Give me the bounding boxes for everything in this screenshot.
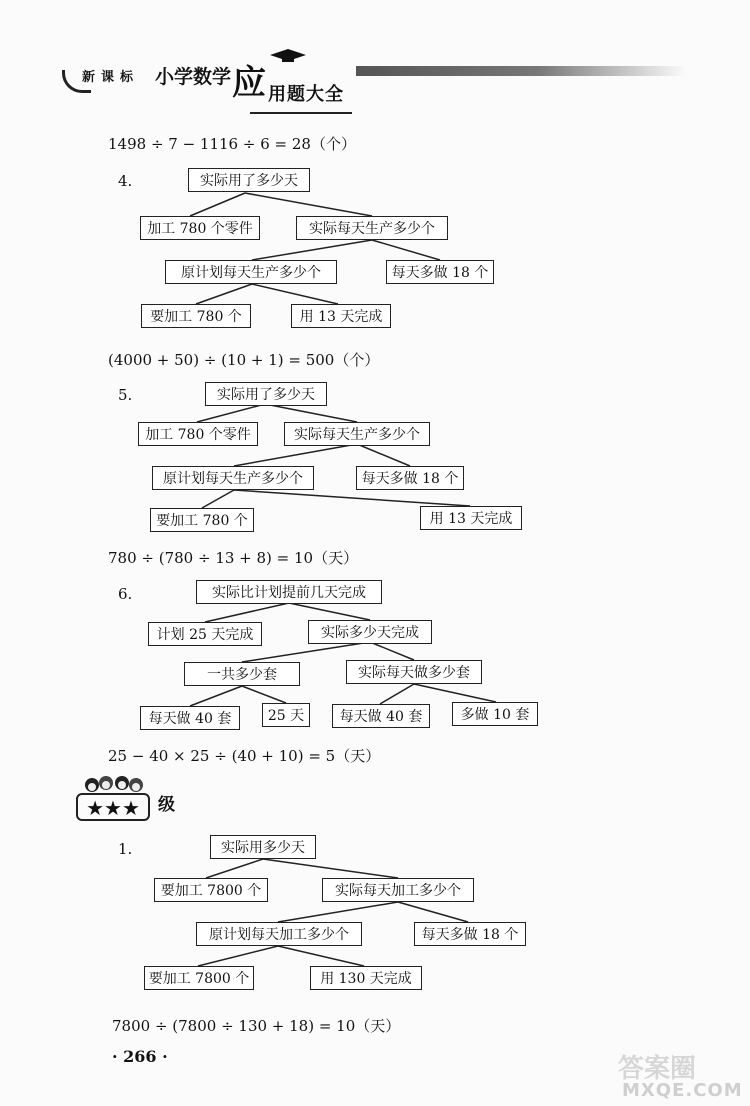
p4-left-node: 加工 780 个零件 (140, 216, 260, 240)
problem-5-number: 5. (118, 386, 133, 404)
formula-problem-5: 780 ÷ (780 ÷ 13 + 8) = 10（天） (108, 549, 359, 567)
p6-root-node: 实际比计划提前几天完成 (196, 580, 382, 604)
p5-bottom-left-node: 要加工 780 个 (150, 508, 254, 532)
watermark-chinese: 答案圈 (618, 1054, 697, 1084)
p6-mid-right-node: 实际每天做多少套 (346, 660, 482, 684)
p5-root-node: 实际用了多少天 (205, 382, 327, 406)
g1-left-node: 要加工 7800 个 (154, 878, 268, 902)
p4-right-node: 实际每天生产多少个 (296, 216, 448, 240)
formula-problem-3: 1498 ÷ 7 − 1116 ÷ 6 = 28（个） (108, 135, 356, 153)
g1-root-node: 实际用多少天 (210, 835, 316, 859)
p5-bottom-right-node: 用 13 天完成 (420, 506, 522, 530)
g1-bottom-left-node: 要加工 7800 个 (144, 966, 254, 990)
p6-bottom-node-4: 多做 10 套 (452, 702, 538, 726)
g1-right-node: 实际每天加工多少个 (322, 878, 474, 902)
p6-bottom-node-2: 25 天 (262, 703, 310, 727)
level-label: 级 (158, 795, 175, 815)
p6-bottom-node-1: 每天做 40 套 (140, 706, 240, 730)
header-book-title: 小学数学 (155, 66, 232, 88)
p6-bottom-node-3: 每天做 40 套 (332, 704, 430, 728)
formula-level3-problem-1: 7800 ÷ (7800 ÷ 130 + 18) = 10（天） (112, 1017, 401, 1035)
watermark-url: MXQE.COM (622, 1080, 743, 1101)
p5-left-node: 加工 780 个零件 (138, 422, 258, 446)
p5-right-node: 实际每天生产多少个 (284, 422, 430, 446)
header-subtitle: 用题大全 (268, 84, 344, 105)
kids-heads-icon (82, 774, 146, 794)
p4-root-node: 实际用了多少天 (188, 168, 310, 192)
formula-problem-4: (4000 + 50) ÷ (10 + 1) = 500（个） (108, 351, 380, 369)
p4-bottom-right-node: 用 13 天完成 (291, 304, 391, 328)
p6-left-node: 计划 25 天完成 (148, 622, 262, 646)
header-series-label: 新课标 (82, 70, 140, 85)
p5-mid-left-node: 原计划每天生产多少个 (152, 466, 314, 490)
p4-mid-right-node: 每天多做 18 个 (386, 260, 494, 284)
p6-mid-left-node: 一共多少套 (184, 662, 300, 686)
header-big-char: 应 (232, 63, 266, 103)
g1-mid-left-node: 原计划每天加工多少个 (196, 922, 362, 946)
formula-problem-6: 25 − 40 × 25 ÷ (40 + 10) = 5（天） (108, 747, 381, 765)
level-stars-badge: ★★★ (76, 793, 150, 821)
p5-mid-right-node: 每天多做 18 个 (356, 466, 464, 490)
problem-4-number: 4. (118, 172, 133, 190)
p6-right-node: 实际多少天完成 (308, 620, 432, 644)
problem-6-number: 6. (118, 585, 133, 603)
g1-bottom-right-node: 用 130 天完成 (310, 966, 422, 990)
g1-mid-right-node: 每天多做 18 个 (414, 922, 526, 946)
page-number: · 266 · (112, 1047, 168, 1066)
p4-mid-left-node: 原计划每天生产多少个 (165, 260, 337, 284)
level3-problem-1-number: 1. (118, 840, 133, 858)
p4-bottom-left-node: 要加工 780 个 (141, 304, 251, 328)
